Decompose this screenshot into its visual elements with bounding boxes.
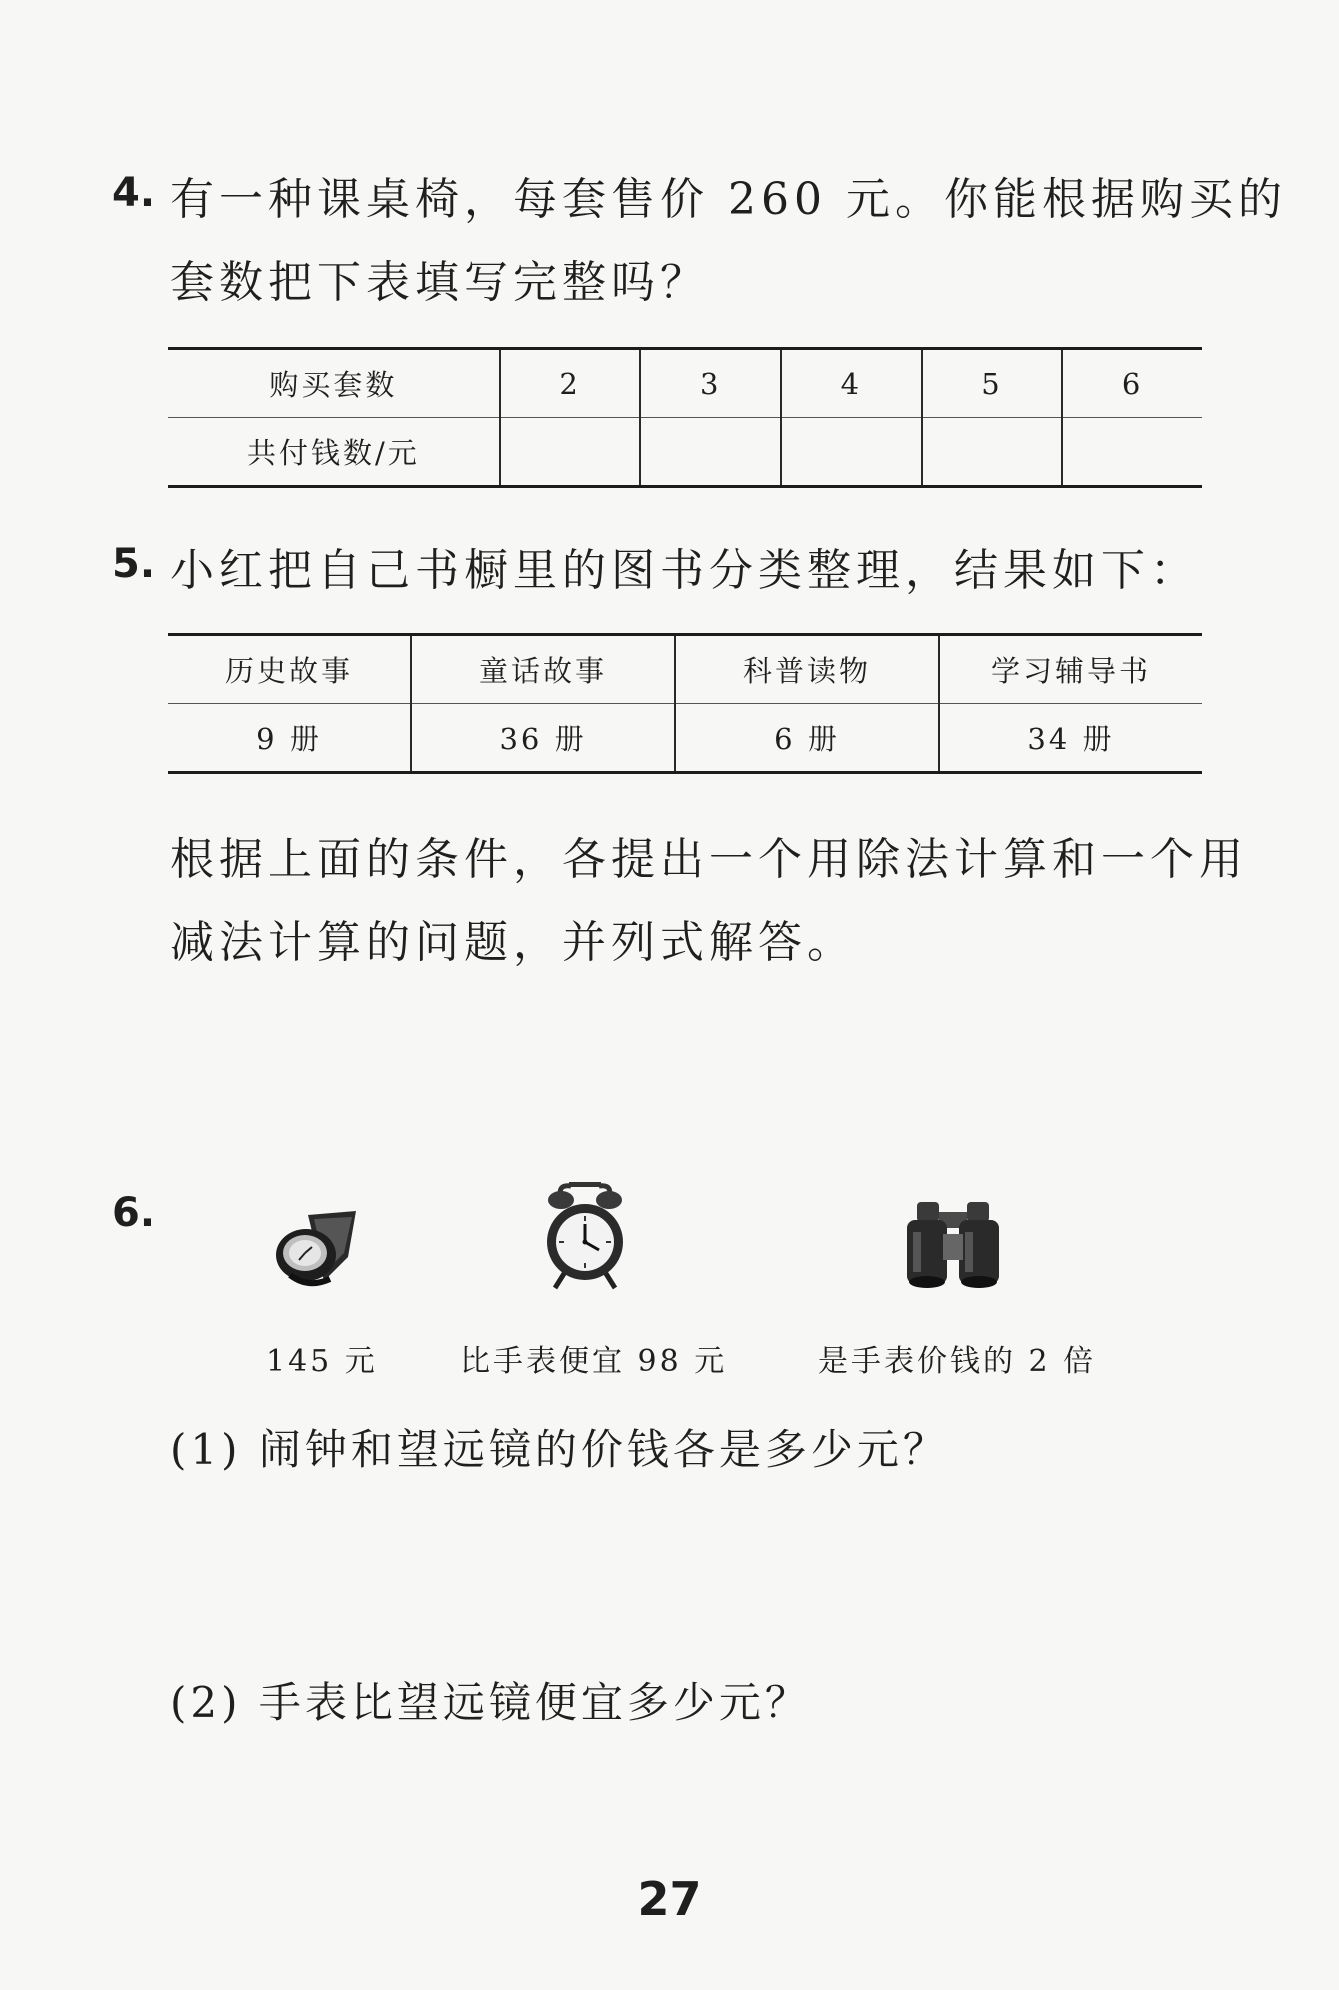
q4-sets-cell: 3 — [640, 349, 781, 418]
q4-amount-header: 共付钱数/元 — [168, 418, 500, 487]
q4-amount-cell[interactable] — [500, 418, 641, 487]
q4-text-line1: 有一种课桌椅，每套售价 260 元。你能根据购买的 — [170, 174, 1287, 225]
q4-price-table — [168, 347, 1202, 488]
watch-icon — [268, 1205, 360, 1299]
q5-count-cell: 9 册 — [168, 704, 411, 773]
q5-category-cell: 历史故事 — [168, 635, 411, 704]
binoculars-caption: 是手表价钱的 2 倍 — [818, 1344, 1097, 1379]
q5-text-line2: 根据上面的条件，各提出一个用除法计算和一个用 — [170, 834, 1248, 885]
alarm-clock-icon — [543, 1180, 627, 1296]
q4-amount-cell[interactable] — [922, 418, 1063, 487]
q4-amount-cell[interactable] — [640, 418, 781, 487]
q4-sets-cell: 5 — [922, 349, 1063, 418]
q4-sets-cell: 6 — [1062, 349, 1202, 418]
q4-number: 4. — [112, 170, 156, 216]
q4-sets-header: 购买套数 — [168, 349, 500, 418]
q5-books-table — [168, 633, 1202, 774]
q5-count-cell: 6 册 — [675, 704, 939, 773]
q4-sets-cell: 4 — [781, 349, 922, 418]
q5-category-cell: 科普读物 — [675, 635, 939, 704]
q4-amount-cell[interactable] — [1062, 418, 1202, 487]
q6-subquestion-2: (2) 手表比望远镜便宜多少元？ — [170, 1678, 811, 1727]
q5-number: 5. — [112, 541, 156, 587]
q5-category-cell: 学习辅导书 — [939, 635, 1202, 704]
q5-text-line3: 减法计算的问题，并列式解答。 — [170, 917, 856, 968]
q5-text-line1: 小红把自己书橱里的图书分类整理，结果如下： — [170, 545, 1199, 596]
q4-amount-cell[interactable] — [781, 418, 922, 487]
q6-subquestion-1: (1) 闹钟和望远镜的价钱各是多少元？ — [170, 1425, 949, 1474]
q5-count-cell: 36 册 — [411, 704, 675, 773]
q6-number: 6. — [112, 1190, 156, 1236]
q4-text-line2: 套数把下表填写完整吗？ — [170, 257, 709, 308]
q5-category-cell: 童话故事 — [411, 635, 675, 704]
q4-sets-cell: 2 — [500, 349, 641, 418]
watch-price-caption: 145 元 — [266, 1344, 378, 1379]
binoculars-icon — [903, 1198, 1003, 1296]
q5-count-cell: 34 册 — [939, 704, 1202, 773]
alarm-clock-caption: 比手表便宜 98 元 — [460, 1344, 728, 1379]
page-number: 27 — [637, 1872, 702, 1926]
